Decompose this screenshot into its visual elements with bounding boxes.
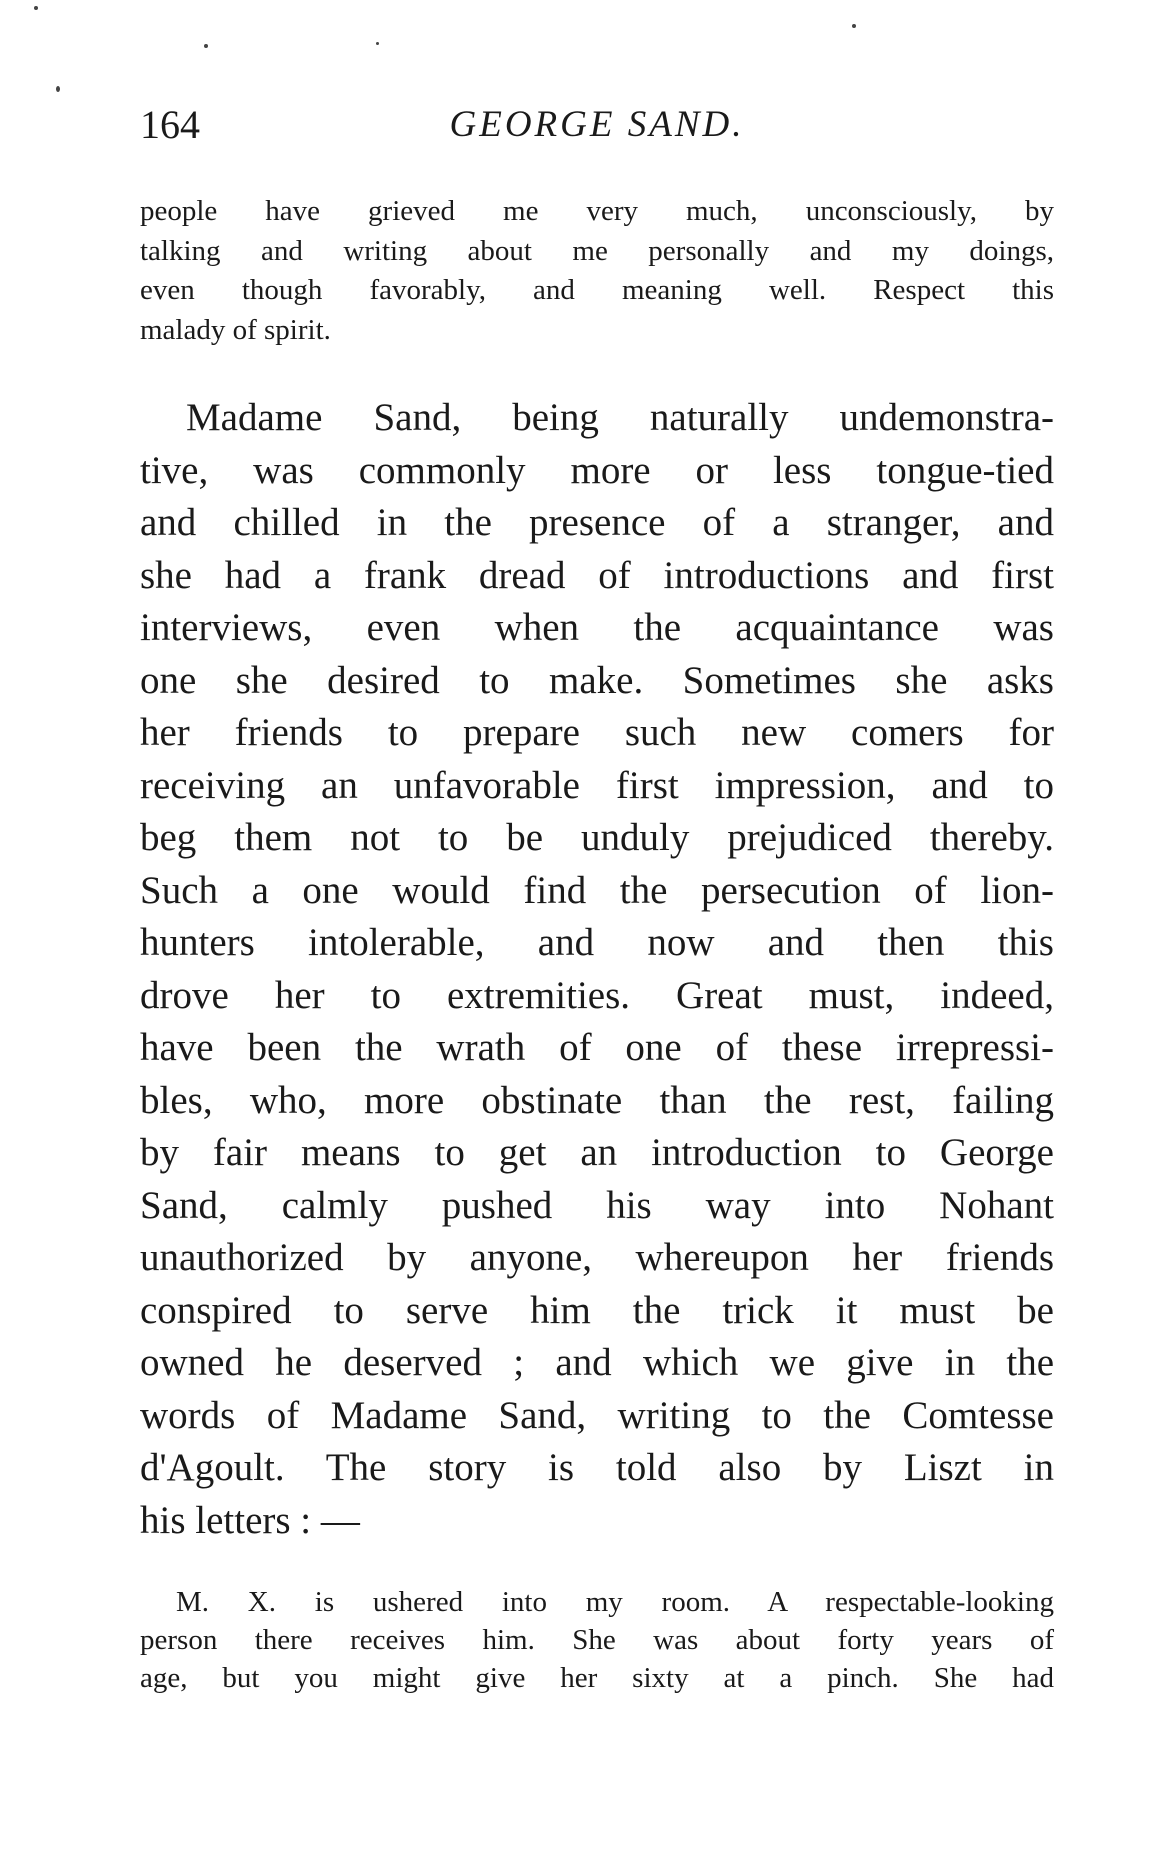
text-line: M. X. is ushered into my room. A respectable-looking xyxy=(176,1586,1054,1618)
running-title: GEORGE SAND. xyxy=(449,104,745,145)
print-speck xyxy=(56,86,60,92)
text-line: unauthorized by anyone, whereupon her friends xyxy=(140,1236,1054,1279)
text-line: receiving an unfavorable first impression, and to xyxy=(140,763,1054,807)
body-paragraph xyxy=(140,392,1054,1547)
text-line: age, but you might give her sixty at a pinch. She had xyxy=(140,1662,1054,1694)
text-line: his letters : — xyxy=(140,1498,360,1542)
text-line: malady of spirit. xyxy=(140,313,331,346)
text-line: beg them not to be unduly prejudiced thereby. xyxy=(140,816,1054,859)
text-line: and chilled in the presence of a stranger, and xyxy=(140,501,1054,544)
quoted-passage-top xyxy=(140,192,1054,350)
text-line: person there receives him. She was about forty years of xyxy=(140,1624,1054,1656)
text-line: have been the wrath of one of these irrepressi- xyxy=(140,1026,1054,1069)
text-line: she had a frank dread of introductions and first xyxy=(140,553,1054,597)
text-line: talking and writing about me personally and my doings, xyxy=(140,234,1054,267)
text-line: one she desired to make. Sometimes she asks xyxy=(140,658,1054,702)
print-speck xyxy=(852,24,856,28)
text-line: bles, who, more obstinate than the rest, failing xyxy=(140,1078,1054,1122)
print-speck xyxy=(204,44,208,48)
print-speck xyxy=(34,6,38,10)
text-line: d'Agoult. The story is told also by Liszt in xyxy=(140,1446,1054,1489)
page-header xyxy=(140,100,1054,150)
page-number: 164 xyxy=(140,102,200,147)
text-line: people have grieved me very much, unconsciously, by xyxy=(140,195,1054,227)
text-line: owned he deserved ; and which we give in the xyxy=(140,1341,1054,1384)
text-line: even though favorably, and meaning well. Respect this xyxy=(140,274,1054,307)
text-line: her friends to prepare such new comers for xyxy=(140,711,1054,754)
print-speck xyxy=(376,42,379,45)
text-line: Such a one would find the persecution of lion- xyxy=(140,868,1054,912)
text-line: words of Madame Sand, writing to the Comtesse xyxy=(140,1393,1054,1437)
text-line: conspired to serve him the trick it must be xyxy=(140,1288,1054,1332)
text-line: Madame Sand, being naturally undemonstra- xyxy=(186,396,1054,439)
text-line: drove her to extremities. Great must, indeed, xyxy=(140,973,1054,1017)
text-line: tive, was commonly more or less tongue-tied xyxy=(140,448,1054,492)
text-line: Sand, calmly pushed his way into Nohant xyxy=(140,1183,1054,1227)
text-line: by fair means to get an introduction to George xyxy=(140,1131,1054,1174)
text-line: interviews, even when the acquaintance was xyxy=(140,606,1054,649)
text-line: hunters intolerable, and now and then this xyxy=(140,921,1054,964)
quoted-passage-bottom xyxy=(140,1583,1054,1697)
